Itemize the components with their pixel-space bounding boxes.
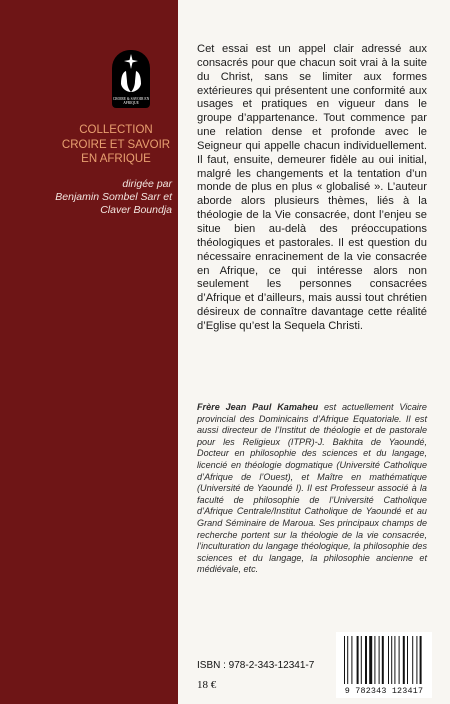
collection-name: COLLECTION CROIRE ET SAVOIR EN AFRIQUE [61, 124, 171, 165]
logo-text: CROIRE & SAVOIR EN AFRIQUE [112, 97, 150, 105]
editors-names: Benjamin Sombel Sarr et Claver Boundja [55, 191, 172, 216]
back-cover-left-panel [0, 0, 178, 704]
barcode-number: 9 782343 123417 [344, 686, 424, 696]
price: 18 € [197, 679, 217, 691]
barcode [336, 632, 432, 698]
author-bio-text: est actuellement Vicaire provincial des Dominicains d’Afrique Equatoriale. Il est aussi directeur de l’Institut de théologie et de pastorale pour les Religieux (ITPR)-J. Bakhita de Yaoundé, Docteur en philosophie des sciences et du langage, licencié en théologie dogmatique (Université Catholique d’Afrique de l’Ouest), et Maître en mathématique (Université de Yaoundé I). Il est Professeur associé à la faculté de philosophie de l’Université Catholique d’Afrique Centrale/Institut Catholique de Yaoundé et au Grand Séminaire de Maroua. Ses principaux champs de recherche portent sur la théologie de la vie consacrée, l’inculturation du langage théologique, la philosophie des sciences et du langage, la philosophie ancienne et médiévale, etc. [197, 402, 427, 575]
directed-by-label: dirigée par [122, 178, 172, 190]
editors-block [50, 178, 172, 217]
barcode-bars [344, 636, 424, 684]
author-name: Frère Jean Paul Kamaheu [197, 402, 319, 412]
collection-logo [112, 50, 150, 108]
book-blurb: Cet essai est un appel clair adressé aux consacrés pour que chacun soit vrai à la suite du Christ, sans se limiter aux formes extérieures qui présentent une conformité aux usages et pratiques en vigueur dans le groupe d’appartenance. Tout commence par une relation dense et profonde avec le Seigneur qui appelle chacun individuellement. Il faut, ensuite, demeurer fidèle au oui initial, malgré les changements et la tentation d’un monde de plus en plus « globalisé ». L’auteur aborde alors plusieurs thèmes, liés à la théologie de la Vie consacrée, dont l’enjeu se situe bien au-delà des préoccupations théologiques et pastorales. Il est question du nécessaire enracinement de la vie consacrée en Afrique, ce qui intéresse alors non seulement les personnes consacrées d’Afrique et d’ailleurs, mais aussi tout chrétien désireux de connaître davantage cette réalité d’Eglise qu’est la Sequela Christi. [197, 43, 427, 332]
author-bio [197, 402, 427, 576]
isbn: ISBN : 978-2-343-12341-7 [197, 660, 315, 671]
